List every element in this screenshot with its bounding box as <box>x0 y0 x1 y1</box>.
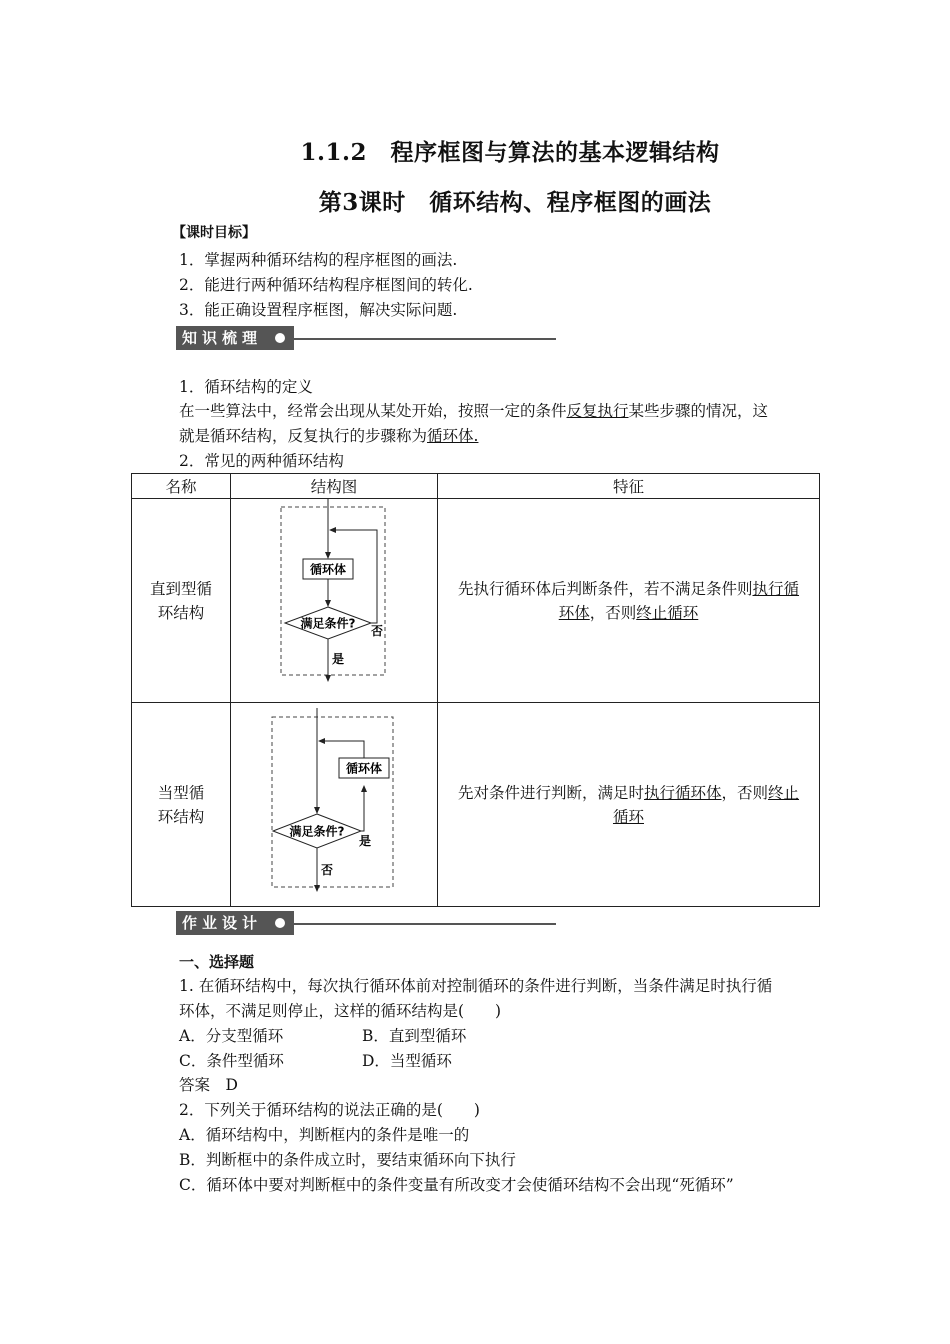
fill-in-answer: 循环体. <box>427 427 479 445</box>
flow-arrow <box>361 786 364 831</box>
page-title: 1.1.2 程序框图与算法的基本逻辑结构 <box>300 139 720 166</box>
row-name <box>132 703 231 907</box>
objective-item: 3．能正确设置程序框图，解决实际问题. <box>179 301 458 319</box>
branch-no-label: 否 <box>321 863 334 877</box>
process-box-label: 循环体 <box>309 562 347 577</box>
fill-in-answer: 执行循 <box>752 579 800 598</box>
option-a: A．循环结构中，判断框内的条件是唯一的 <box>179 1126 470 1144</box>
row-feature <box>438 499 820 703</box>
feature-line <box>444 577 813 601</box>
until-loop-flowchart <box>231 499 437 698</box>
branch-yes-label: 是 <box>332 652 345 666</box>
row-feature <box>438 703 820 907</box>
feature-line <box>444 601 813 625</box>
answer: 答案 D <box>179 1076 238 1094</box>
row-name-line: 环结构 <box>157 807 205 826</box>
part-heading: 一、选择题 <box>179 953 255 971</box>
banner-rule <box>294 338 556 340</box>
fill-in-answer: 终止 <box>768 783 800 802</box>
fill-in-answer: 环体 <box>558 603 590 622</box>
row-name <box>132 499 231 703</box>
header-feature: 特征 <box>438 474 820 499</box>
loop-back-arrow <box>319 741 364 758</box>
banner-dot-icon <box>275 333 285 343</box>
row-name-line: 直到型循 <box>149 579 212 598</box>
definition-text <box>179 399 768 423</box>
row-diagram <box>231 499 438 703</box>
row-name-line: 环结构 <box>157 603 205 622</box>
dashed-frame <box>281 507 385 675</box>
question-stem: 环体，不满足则停止，这样的循环结构是( ) <box>179 1002 502 1020</box>
process-box-label: 循环体 <box>345 761 383 776</box>
fill-in-answer: 反复执行 <box>566 402 629 420</box>
option-c: C．条件型循环 <box>179 1052 284 1070</box>
option-b: B．直到型循环 <box>362 1027 467 1045</box>
decision-label: 满足条件? <box>289 824 345 839</box>
banner-label: 知识梳理 <box>176 326 294 350</box>
header-name: 名称 <box>132 474 231 499</box>
banner-label: 作业设计 <box>176 911 294 935</box>
option-a: A．分支型循环 <box>179 1027 284 1045</box>
row-diagram <box>231 703 438 907</box>
fill-in-answer: 终止循环 <box>636 603 699 622</box>
option-d: D．当型循环 <box>362 1052 452 1070</box>
types-heading: 2．常见的两种循环结构 <box>179 452 344 470</box>
objective-item: 2．能进行两种循环结构程序框图间的转化. <box>179 276 473 294</box>
header-diagram: 结构图 <box>231 474 438 499</box>
question-stem: 2．下列关于循环结构的说法正确的是( ) <box>179 1101 480 1119</box>
table-header-row <box>132 474 820 499</box>
branch-no-label: 否 <box>371 624 384 638</box>
feature-line <box>444 781 813 805</box>
banner-dot-icon <box>275 918 285 928</box>
fill-in-answer: 循环 <box>612 807 644 826</box>
definition-text <box>179 424 478 448</box>
table-row <box>132 703 820 907</box>
row-name-line: 当型循 <box>157 783 205 802</box>
text-run: 在一些算法中，经常会出现从某处开始，按照一定的条件 <box>179 402 567 420</box>
dashed-frame <box>272 717 393 887</box>
branch-yes-label: 是 <box>359 834 372 848</box>
decision-label: 满足条件? <box>300 616 356 631</box>
fill-in-answer: 执行循环体 <box>643 783 722 802</box>
page-subtitle: 第3课时 循环结构、程序框图的画法 <box>318 189 712 216</box>
text-run: ，否则 <box>721 783 769 802</box>
text-run: ，否则 <box>589 603 637 622</box>
text-run: 某些步骤的情况，这 <box>628 402 769 420</box>
text-run: 先对条件进行判断，满足时 <box>457 783 644 802</box>
banner-rule <box>294 923 556 925</box>
while-loop-flowchart <box>231 703 437 902</box>
question-stem: 1. 在循环结构中，每次执行循环体前对控制循环的条件进行判断，当条件满足时执行循 <box>179 977 773 995</box>
feature-line <box>444 805 813 829</box>
objectives-heading: 【课时目标】 <box>172 225 256 241</box>
objective-item: 1．掌握两种循环结构的程序框图的画法. <box>179 251 458 269</box>
definition-heading: 1．循环结构的定义 <box>179 378 313 396</box>
text-run: 先执行循环体后判断条件，若不满足条件则 <box>457 579 753 598</box>
text-run: 就是循环结构，反复执行的步骤称为 <box>179 427 428 445</box>
loop-types-table <box>131 473 820 907</box>
table-row <box>132 499 820 703</box>
option-b: B．判断框中的条件成立时，要结束循环向下执行 <box>179 1151 516 1169</box>
option-c: C．循环体中要对判断框中的条件变量有所改变才会使循环结构不会出现“死循环” <box>179 1176 734 1194</box>
